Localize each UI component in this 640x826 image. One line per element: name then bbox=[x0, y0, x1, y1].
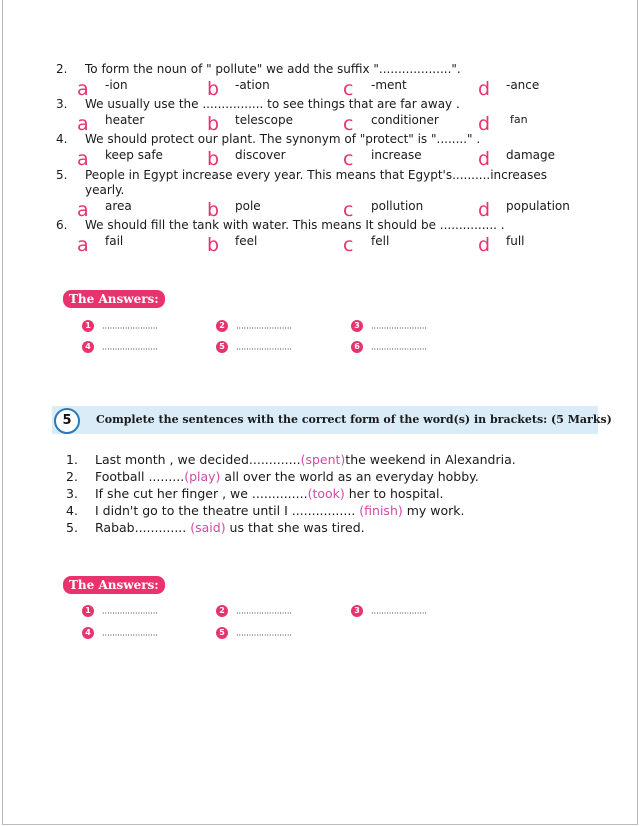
answer-slot[interactable] bbox=[216, 320, 292, 332]
answer-number: 4 bbox=[82, 341, 94, 353]
option-letter-b: b bbox=[207, 113, 220, 135]
answer-slot[interactable] bbox=[216, 341, 292, 353]
answer-slot[interactable] bbox=[216, 605, 292, 617]
question-number: 4. bbox=[56, 132, 68, 146]
question-text: We usually use the ................ to see things that are far away . bbox=[85, 97, 460, 111]
option-letter-d: d bbox=[478, 234, 491, 256]
sentence-before: Football ......... bbox=[95, 469, 185, 484]
option-c: increase bbox=[371, 148, 422, 162]
answer-blank: ...................... bbox=[371, 342, 427, 352]
answer-slot[interactable] bbox=[351, 320, 427, 332]
option-b: pole bbox=[235, 199, 261, 213]
option-letter-a: a bbox=[77, 148, 89, 170]
question-text-continued: yearly. bbox=[85, 183, 125, 197]
option-a: area bbox=[105, 199, 132, 213]
question-number: 6. bbox=[56, 218, 68, 232]
sentence bbox=[95, 469, 479, 484]
sentence bbox=[95, 486, 443, 501]
option-letter-b: b bbox=[207, 78, 220, 100]
sentence-after: us that she was tired. bbox=[225, 520, 365, 535]
option-c: conditioner bbox=[371, 113, 439, 127]
option-letter-c: c bbox=[343, 78, 354, 100]
option-d: fan bbox=[510, 113, 528, 126]
option-a: fail bbox=[105, 234, 124, 248]
sentence bbox=[95, 452, 516, 467]
answer-number: 5 bbox=[216, 341, 228, 353]
option-a: heater bbox=[105, 113, 145, 127]
answer-number: 3 bbox=[351, 320, 363, 332]
sentence-number: 5. bbox=[66, 520, 78, 535]
answer-blank: ...................... bbox=[236, 321, 292, 331]
sentence-before: If she cut her finger , we .............. bbox=[95, 486, 308, 501]
answer-blank: ...................... bbox=[102, 606, 158, 616]
option-letter-a: a bbox=[77, 78, 89, 100]
answer-slot[interactable] bbox=[351, 341, 427, 353]
answer-number: 1 bbox=[82, 320, 94, 332]
sentence-number: 2. bbox=[66, 469, 78, 484]
option-b: -ation bbox=[235, 78, 270, 92]
option-letter-d: d bbox=[478, 148, 491, 170]
sentence-hint: (took) bbox=[307, 486, 345, 501]
answer-slot[interactable] bbox=[351, 605, 427, 617]
sentence-hint: (spent) bbox=[300, 452, 346, 467]
answer-slot[interactable] bbox=[82, 605, 158, 617]
section-number: 5 bbox=[54, 408, 80, 434]
option-d: population bbox=[506, 199, 570, 213]
answer-number: 2 bbox=[216, 320, 228, 332]
option-letter-d: d bbox=[478, 113, 491, 135]
option-letter-c: c bbox=[343, 234, 354, 256]
answer-number: 4 bbox=[82, 627, 94, 639]
answers-title: The Answers: bbox=[63, 576, 165, 594]
option-d: damage bbox=[506, 148, 556, 162]
option-letter-a: a bbox=[77, 234, 89, 256]
sentence-number: 3. bbox=[66, 486, 78, 501]
answer-blank: ...................... bbox=[102, 321, 158, 331]
question-text: To form the noun of " pollute" we add the suffix "...................". bbox=[85, 62, 461, 76]
option-c: fell bbox=[371, 234, 390, 248]
section-title: Complete the sentences with the correct form of the word(s) in brackets: (5 Marks) bbox=[96, 413, 612, 426]
answer-number: 3 bbox=[351, 605, 363, 617]
answer-blank: ...................... bbox=[102, 342, 158, 352]
answer-blank: ...................... bbox=[236, 628, 292, 638]
sentence-number: 4. bbox=[66, 503, 78, 518]
sentence-before: I didn't go to the theatre until I ................ bbox=[95, 503, 360, 518]
option-letter-d: d bbox=[478, 199, 491, 221]
sentence-hint: (finish) bbox=[359, 503, 403, 518]
option-a: -ion bbox=[105, 78, 128, 92]
sentence-before: Last month , we decided............. bbox=[95, 452, 301, 467]
question-text: People in Egypt increase every year. This means that Egypt's..........increases bbox=[85, 168, 548, 182]
option-c: pollution bbox=[371, 199, 424, 213]
answer-slot[interactable] bbox=[82, 627, 158, 639]
option-letter-b: b bbox=[207, 234, 220, 256]
answer-blank: ...................... bbox=[371, 606, 427, 616]
option-letter-b: b bbox=[207, 148, 220, 170]
question-text: We should fill the tank with water. This means It should be ............... . bbox=[85, 218, 505, 232]
answer-slot[interactable] bbox=[216, 627, 292, 639]
sentence bbox=[95, 520, 365, 535]
option-a: keep safe bbox=[105, 148, 163, 162]
sentence-after: my work. bbox=[402, 503, 465, 518]
option-letter-c: c bbox=[343, 113, 354, 135]
sentence-after: all over the world as an everyday hobby. bbox=[220, 469, 479, 484]
option-letter-c: c bbox=[343, 148, 354, 170]
question-number: 5. bbox=[56, 168, 68, 182]
option-b: telescope bbox=[235, 113, 293, 127]
sentence-after: the weekend in Alexandria. bbox=[345, 452, 516, 467]
answer-number: 1 bbox=[82, 605, 94, 617]
answer-slot[interactable] bbox=[82, 341, 158, 353]
question-text: We should protect our plant. The synonym of "protect" is "........" . bbox=[85, 132, 481, 146]
answers-title: The Answers: bbox=[63, 290, 165, 308]
option-b: feel bbox=[235, 234, 258, 248]
answer-number: 6 bbox=[351, 341, 363, 353]
option-letter-a: a bbox=[77, 113, 89, 135]
answer-slot[interactable] bbox=[82, 320, 158, 332]
sentence-after: her to hospital. bbox=[344, 486, 444, 501]
sentence-hint: (said) bbox=[190, 520, 226, 535]
option-letter-c: c bbox=[343, 199, 354, 221]
option-letter-a: a bbox=[77, 199, 89, 221]
option-b: discover bbox=[235, 148, 286, 162]
option-letter-d: d bbox=[478, 78, 491, 100]
sentence-number: 1. bbox=[66, 452, 78, 467]
answer-blank: ...................... bbox=[102, 628, 158, 638]
option-d: -ance bbox=[506, 78, 540, 92]
answer-blank: ...................... bbox=[236, 606, 292, 616]
question-number: 3. bbox=[56, 97, 68, 111]
option-d: full bbox=[506, 234, 525, 248]
answer-blank: ...................... bbox=[236, 342, 292, 352]
sentence-before: Rabab............. bbox=[95, 520, 191, 535]
answer-number: 2 bbox=[216, 605, 228, 617]
answer-blank: ...................... bbox=[371, 321, 427, 331]
answer-number: 5 bbox=[216, 627, 228, 639]
question-number: 2. bbox=[56, 62, 68, 76]
sentence-hint: (play) bbox=[184, 469, 221, 484]
option-letter-b: b bbox=[207, 199, 220, 221]
sentence bbox=[95, 503, 465, 518]
option-c: -ment bbox=[371, 78, 407, 92]
